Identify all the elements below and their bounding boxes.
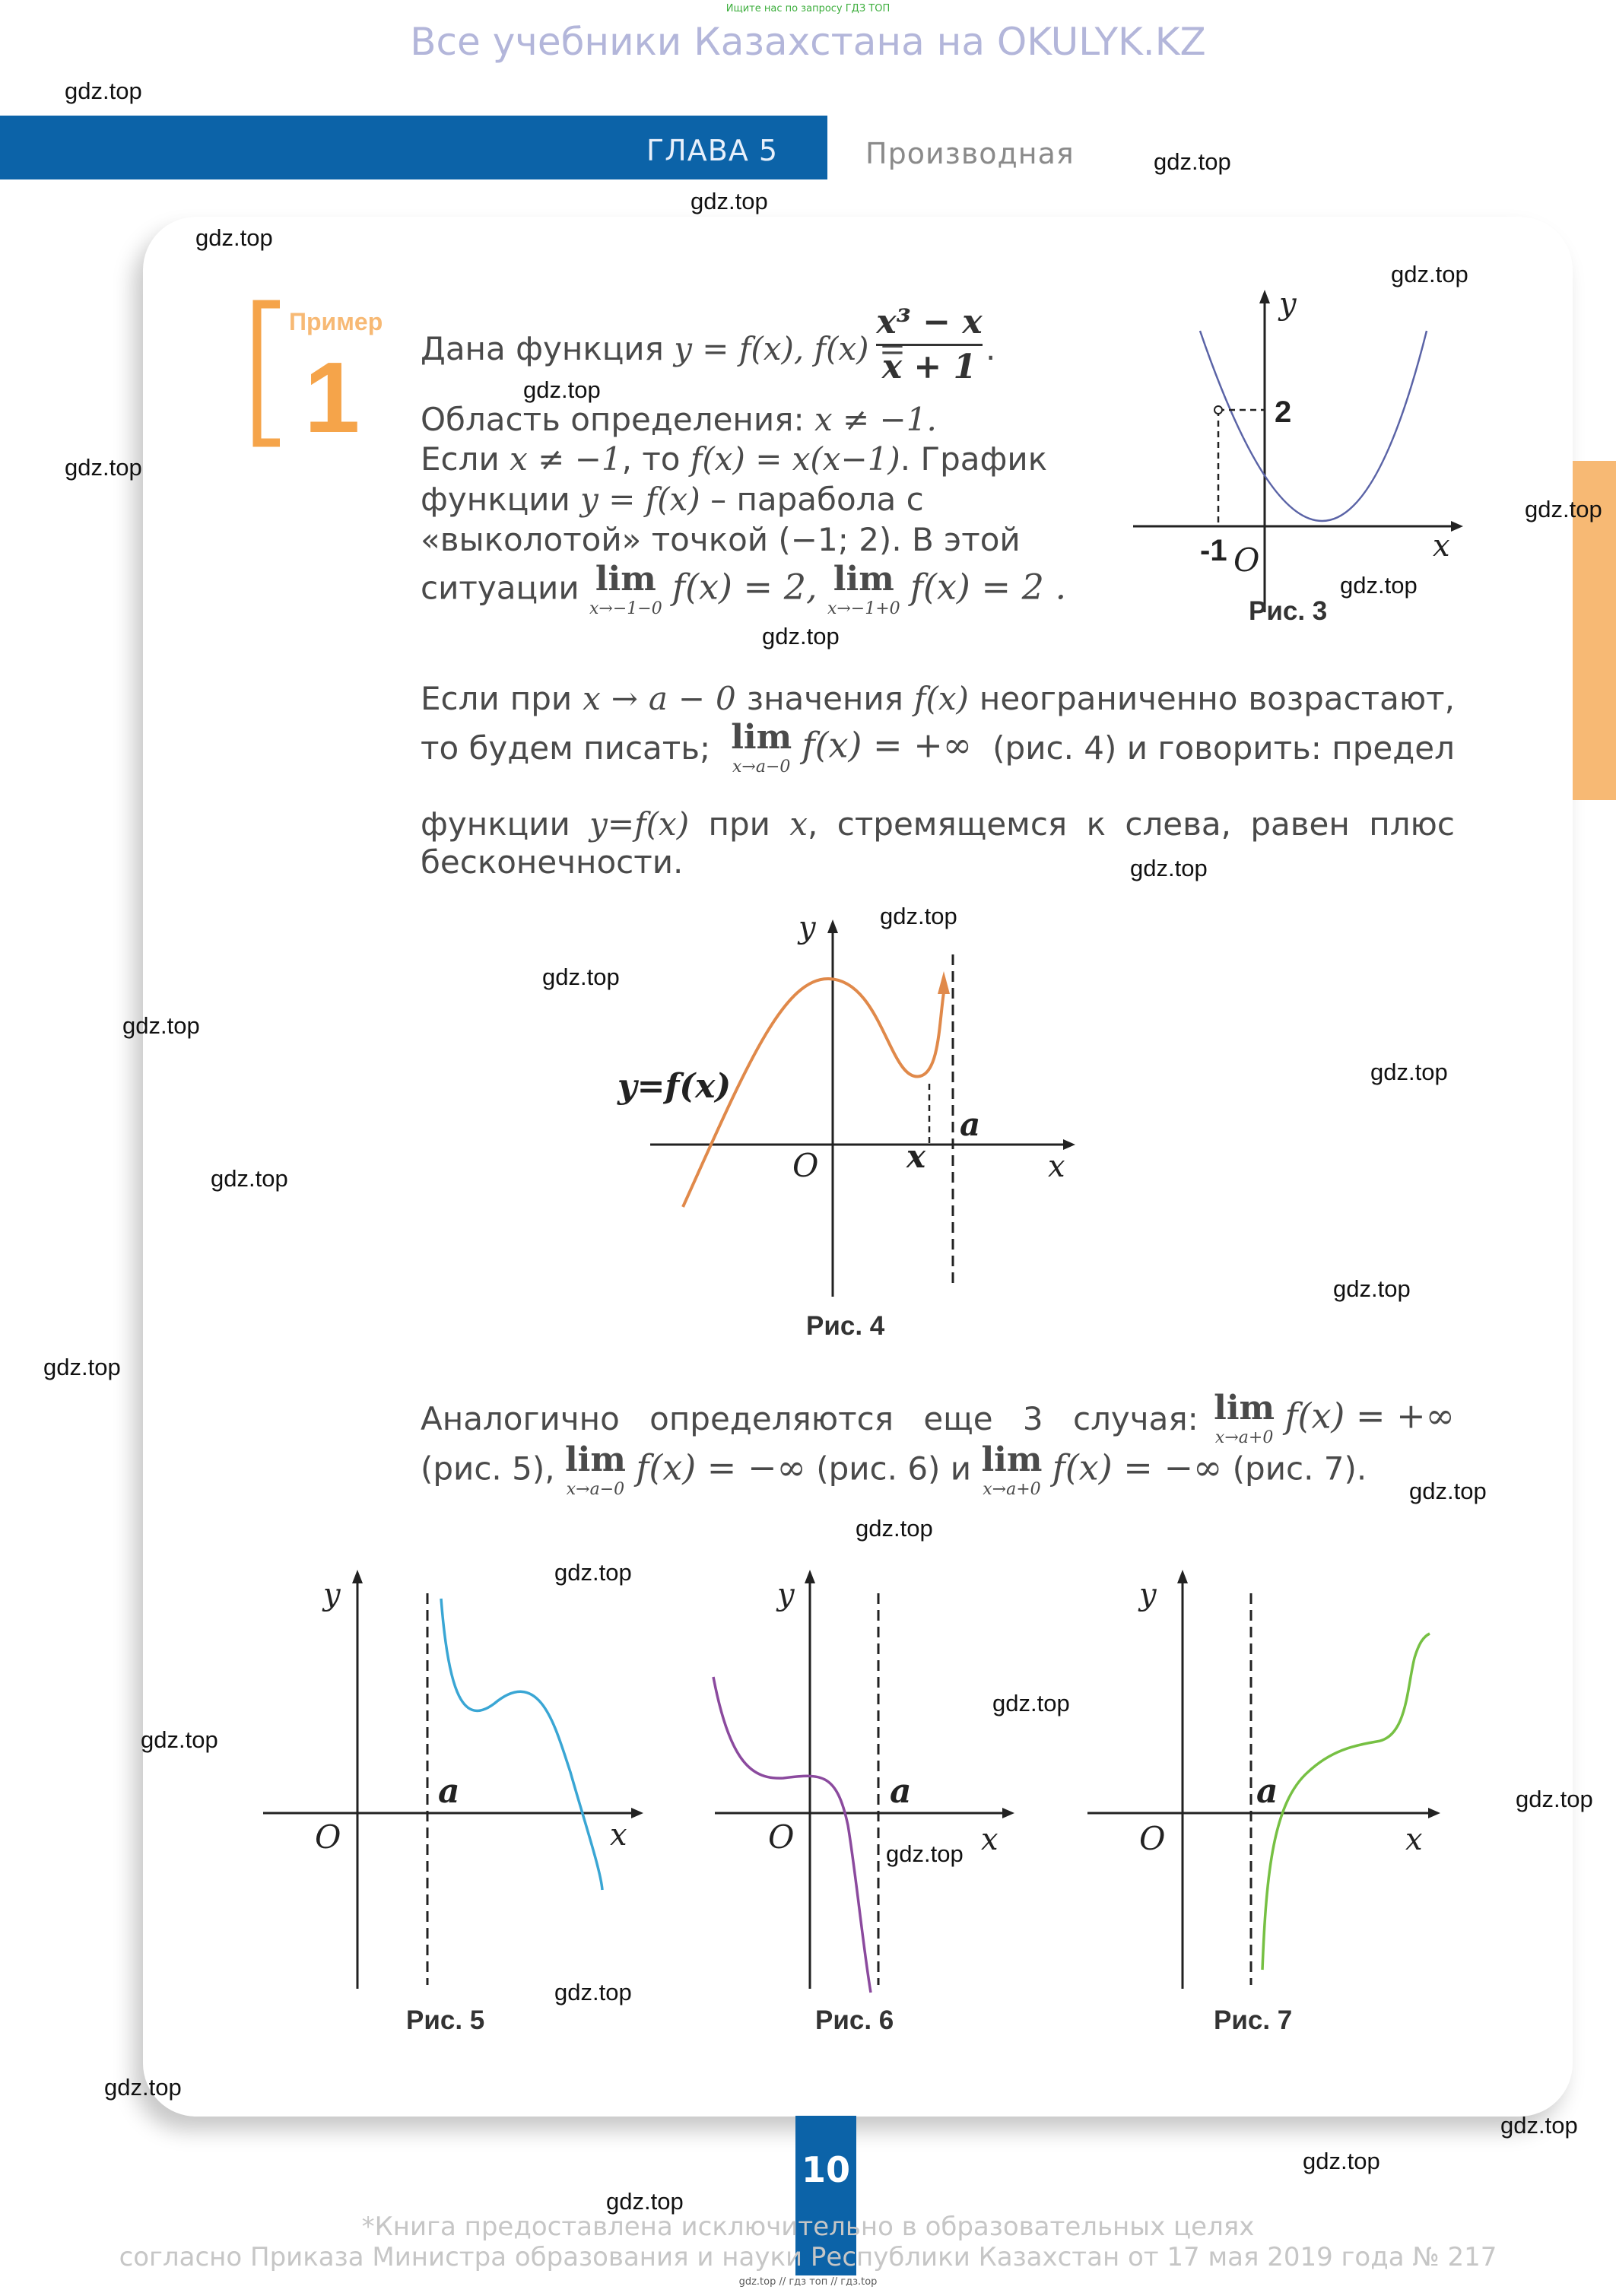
intro-text: Дана функция — [421, 330, 675, 367]
watermark: gdz.top — [1391, 261, 1468, 287]
lim-word: lim — [595, 560, 656, 599]
lim-subscript: x→−1−0 — [589, 599, 662, 618]
tick-label-2: 2 — [1275, 395, 1292, 429]
definition-limit — [731, 718, 973, 776]
watermark: gdz.top — [523, 376, 601, 403]
function-curve — [1262, 1634, 1430, 1970]
tick-label-minus-1: -1 — [1200, 534, 1227, 567]
limit-expression — [827, 560, 900, 618]
limit-expression — [564, 1440, 626, 1499]
figure-caption: Рис. 5 — [406, 2005, 485, 2035]
x-axis-arrow-icon — [1428, 1808, 1440, 1818]
function-curve — [441, 1599, 602, 1890]
definition-line-1 — [421, 678, 1455, 719]
watermark: gdz.top — [104, 2074, 182, 2101]
lim-word: lim — [981, 1440, 1043, 1479]
watermark: gdz.top — [195, 224, 273, 251]
definition-text: при — [689, 805, 790, 843]
figure-caption: Рис. 7 — [1214, 2005, 1293, 2035]
analog-text: (рис. 7). — [1232, 1450, 1367, 1488]
a-label: a — [890, 1772, 912, 1811]
watermark: gdz.top — [1154, 148, 1231, 175]
intro-line-6 — [421, 560, 1067, 618]
point-x-label: x — [906, 1138, 926, 1175]
lim-subscript: x→a+0 — [1214, 1428, 1274, 1447]
watermark: gdz.top — [691, 188, 768, 214]
watermark: gdz.top — [1409, 1478, 1487, 1504]
intro-text: Область определения: — [421, 401, 814, 438]
intro-text: ситуации — [421, 569, 589, 607]
intro-line-4 — [421, 479, 924, 520]
analog-limit — [1214, 1389, 1455, 1447]
intro-line-5: «выколотой» точкой (−1; 2). В этой — [421, 521, 1021, 558]
definition-line-2 — [421, 718, 1455, 776]
figure-5 — [259, 1551, 654, 2038]
watermark: gdz.top — [762, 623, 840, 649]
watermark: gdz.top — [554, 1559, 632, 1586]
origin-label: O — [1233, 541, 1260, 579]
chapter-title: Производная — [865, 137, 1075, 170]
lim-value: f(x) = 2 . — [910, 566, 1067, 608]
figure-4 — [601, 909, 1095, 1350]
analog-line-1 — [421, 1389, 1455, 1447]
fraction-bar — [876, 344, 983, 346]
x-axis-arrow-icon — [1063, 1139, 1075, 1150]
a-label: a — [1256, 1772, 1278, 1811]
definition-line-4: бесконечности. — [421, 843, 684, 881]
figure-7 — [1080, 1551, 1460, 2038]
definition-formula: x — [789, 805, 808, 843]
watermark: gdz.top — [141, 1726, 218, 1753]
footer-note-line-1: *Книга предоставлена исключительно в образовательных целях — [361, 2212, 1255, 2242]
x-axis-label: x — [1405, 1822, 1423, 1857]
intro-text: – парабола с — [700, 481, 924, 518]
intro-period: . — [986, 330, 996, 367]
definition-line-3 — [421, 804, 1455, 845]
lim-value: f(x) = −∞ — [636, 1447, 806, 1488]
y-axis-label: y — [798, 910, 816, 945]
watermark: gdz.top — [886, 1840, 964, 1867]
fraction — [876, 303, 983, 387]
watermark: gdz.top — [1333, 1275, 1411, 1302]
intro-line-1 — [421, 329, 906, 370]
watermark: gdz.top — [992, 1690, 1070, 1716]
definition-text: (рис. 4) и говорить: предел — [992, 729, 1455, 767]
analog-line-2 — [421, 1440, 1367, 1499]
lim-value: f(x) = +∞ — [1284, 1395, 1455, 1437]
lim-word: lim — [1214, 1389, 1275, 1427]
intro-formula: f(x) = x(x−1) — [690, 440, 900, 478]
x-axis-label: x — [981, 1822, 998, 1857]
definition-formula: f(x) — [913, 680, 969, 717]
example-badge — [252, 298, 389, 450]
origin-label: O — [792, 1147, 819, 1184]
y-axis-arrow-icon — [827, 919, 838, 933]
definition-text: значения — [735, 680, 914, 717]
x-axis-label: x — [1433, 529, 1450, 564]
analog-text: (рис. 6) и — [816, 1450, 972, 1488]
watermark: gdz.top — [856, 1515, 933, 1542]
origin-label: O — [768, 1818, 795, 1856]
limit-expression — [981, 1440, 1043, 1499]
intro-formula: y = f(x) — [580, 481, 700, 518]
analog-text: Аналогично определяются еще 3 случая: — [421, 1400, 1199, 1437]
origin-label: O — [1139, 1820, 1166, 1857]
x-axis-arrow-icon — [631, 1808, 643, 1818]
watermark: gdz.top — [1516, 1786, 1593, 1812]
function-label: y=f(x) — [618, 1067, 732, 1106]
watermark: gdz.top — [65, 78, 142, 104]
fraction-numerator: x³ − x — [876, 303, 983, 341]
lim-word: lim — [833, 560, 894, 599]
definition-text: неограниченно возрастают, — [968, 680, 1455, 717]
a-label: a — [438, 1772, 460, 1811]
x-axis-arrow-icon — [1451, 521, 1463, 532]
lim-subscript: x→a−0 — [566, 1480, 625, 1499]
y-axis-arrow-icon — [805, 1570, 815, 1583]
badge-bracket-icon — [257, 304, 280, 443]
intro-line-3 — [421, 439, 1047, 480]
lim-subscript: x→a+0 — [983, 1480, 1041, 1499]
x-axis-label: x — [610, 1818, 627, 1853]
lim-value: f(x) = 2, — [672, 566, 818, 608]
watermark: gdz.top — [1525, 496, 1602, 522]
y-axis-arrow-icon — [352, 1570, 363, 1583]
example-number: 1 — [304, 341, 360, 450]
definition-formula: x → a − 0 — [583, 680, 736, 717]
footer-note-line-2: согласно Приказа Министра образования и науки Республики Казахстан от 17 мая 2019 года № 217 — [119, 2242, 1497, 2272]
footer-tiny-text: gdz.top // гдз топ // гдз.top — [738, 2276, 878, 2288]
top-tiny-text: Ищите нас по запросу ГДЗ ТОП — [725, 3, 891, 14]
watermark: gdz.top — [43, 1354, 121, 1380]
lim-value: f(x) = −∞ — [1052, 1447, 1223, 1488]
lim-word: lim — [564, 1440, 626, 1479]
figure-3 — [1133, 285, 1468, 635]
y-axis-label: y — [777, 1577, 795, 1612]
watermark: gdz.top — [606, 2188, 684, 2215]
definition-text: то будем писать; — [421, 729, 711, 767]
fraction-denominator: x + 1 — [881, 348, 977, 386]
origin-label: O — [315, 1818, 341, 1856]
intro-text: , то — [621, 440, 691, 478]
y-axis-label: y — [323, 1577, 341, 1612]
watermark: gdz.top — [1303, 2148, 1380, 2174]
watermark: gdz.top — [122, 1012, 200, 1039]
definition-formula: y=f(x) — [589, 805, 690, 843]
watermark: gdz.top — [211, 1165, 288, 1192]
intro-text: Если — [421, 440, 510, 478]
definition-text: Если при — [421, 680, 583, 717]
example-label: Пример — [289, 308, 383, 335]
watermark: gdz.top — [1340, 572, 1418, 599]
intro-line-2 — [421, 399, 937, 440]
limit-expression — [589, 560, 662, 618]
watermark: gdz.top — [1370, 1059, 1448, 1085]
limit-expression — [1214, 1389, 1275, 1447]
watermark: gdz.top — [542, 964, 620, 990]
lim-word: lim — [731, 718, 792, 757]
limit-expression — [731, 718, 792, 776]
lim-subscript: x→a−0 — [732, 757, 791, 776]
y-axis-arrow-icon — [1177, 1570, 1188, 1583]
intro-formula: x ≠ −1. — [814, 401, 937, 438]
curve-arrow-icon — [938, 971, 950, 994]
intro-formula: y = f(x), f(x) = — [674, 330, 906, 367]
watermark: gdz.top — [880, 903, 957, 929]
watermark: gdz.top — [1500, 2112, 1578, 2139]
watermark: gdz.top — [65, 454, 142, 481]
y-axis-label: y — [1279, 287, 1297, 322]
figure-caption: Рис. 3 — [1249, 596, 1328, 626]
y-axis-arrow-icon — [1259, 290, 1270, 303]
y-axis-label: y — [1139, 1577, 1157, 1612]
watermark: gdz.top — [1130, 855, 1208, 881]
definition-text: , стремящемся к слева, равен плюс — [808, 805, 1455, 843]
figure-6 — [707, 1551, 1027, 2038]
lim-value: f(x) = +∞ — [802, 724, 973, 766]
definition-text: функции — [421, 805, 590, 843]
intro-formula: x ≠ −1 — [510, 440, 622, 478]
parabola-curve — [1200, 331, 1427, 521]
figure-caption: Рис. 4 — [806, 1311, 885, 1341]
page-number: 10 — [801, 2149, 850, 2190]
intro-text: функции — [421, 481, 581, 518]
punctured-point — [1214, 406, 1222, 414]
chapter-label: ГЛАВА 5 — [646, 134, 779, 167]
x-axis-arrow-icon — [1002, 1808, 1014, 1818]
figure-caption: Рис. 6 — [815, 2005, 894, 2035]
analog-text: (рис. 5), — [421, 1450, 555, 1488]
intro-text: . График — [900, 440, 1048, 478]
lim-subscript: x→−1+0 — [827, 599, 900, 618]
x-axis-label: x — [1048, 1149, 1065, 1184]
watermark: gdz.top — [554, 1979, 632, 2005]
site-title: Все учебники Казахстана на OKULYK.KZ — [410, 20, 1206, 64]
a-label: a — [960, 1106, 981, 1143]
